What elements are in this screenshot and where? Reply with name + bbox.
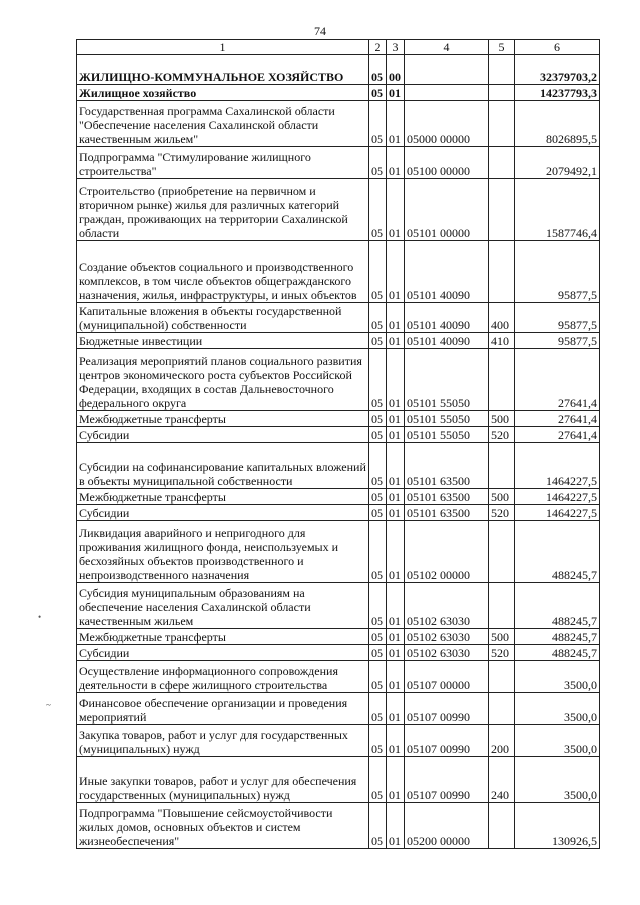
subsection-code-cell: 01: [387, 629, 405, 645]
row-name-cell: Иные закупки товаров, работ и услуг для обеспечения государственных (муниципальных) нужд: [77, 757, 369, 803]
section-code-cell: 05: [369, 757, 387, 803]
column-header-5: 5: [489, 40, 515, 55]
expense-type-code-cell: [489, 241, 515, 303]
amount-cell: 95877,5: [515, 333, 600, 349]
table-row: [77, 101, 600, 147]
target-article-code-cell: 05102 00000: [405, 521, 489, 583]
section-code-cell: 05: [369, 629, 387, 645]
table-row: [77, 179, 600, 241]
table-row: [77, 349, 600, 411]
amount-cell: 3500,0: [515, 661, 600, 693]
row-name-cell: Субсидии: [77, 427, 369, 443]
target-article-code-cell: 05101 40090: [405, 241, 489, 303]
amount-cell: 32379703,2: [515, 55, 600, 85]
table-row: [77, 803, 600, 849]
expense-type-code-cell: [489, 583, 515, 629]
expense-type-code-cell: [489, 55, 515, 85]
amount-cell: 488245,7: [515, 521, 600, 583]
target-article-code-cell: 05101 63500: [405, 505, 489, 521]
row-name-cell: Субсидии: [77, 645, 369, 661]
subsection-code-cell: 01: [387, 757, 405, 803]
expense-type-code-cell: [489, 349, 515, 411]
expense-type-code-cell: [489, 147, 515, 179]
subsection-code-cell: 01: [387, 147, 405, 179]
table-row: [77, 411, 600, 427]
table-row: [77, 85, 600, 101]
expense-type-code-cell: 400: [489, 303, 515, 333]
target-article-code-cell: 05101 55050: [405, 349, 489, 411]
subsection-code-cell: 01: [387, 85, 405, 101]
table-row: [77, 489, 600, 505]
target-article-code-cell: 05107 00000: [405, 661, 489, 693]
target-article-code-cell: 05101 55050: [405, 427, 489, 443]
expense-type-code-cell: 410: [489, 333, 515, 349]
section-code-cell: 05: [369, 55, 387, 85]
expense-type-code-cell: 520: [489, 427, 515, 443]
table-row: [77, 725, 600, 757]
amount-cell: 27641,4: [515, 349, 600, 411]
row-name-cell: Субсидии: [77, 505, 369, 521]
subsection-code-cell: 01: [387, 645, 405, 661]
section-code-cell: 05: [369, 661, 387, 693]
expense-type-code-cell: 520: [489, 645, 515, 661]
table-row: [77, 661, 600, 693]
expense-type-code-cell: [489, 85, 515, 101]
section-code-cell: 05: [369, 349, 387, 411]
expense-type-code-cell: 240: [489, 757, 515, 803]
table-row: [77, 583, 600, 629]
target-article-code-cell: 05101 55050: [405, 411, 489, 427]
subsection-code-cell: 01: [387, 489, 405, 505]
section-code-cell: 05: [369, 693, 387, 725]
column-number-header-row: [77, 40, 600, 55]
expense-type-code-cell: 500: [489, 411, 515, 427]
target-article-code-cell: 05102 63030: [405, 645, 489, 661]
amount-cell: 488245,7: [515, 629, 600, 645]
subsection-code-cell: 01: [387, 443, 405, 489]
amount-cell: 8026895,5: [515, 101, 600, 147]
target-article-code-cell: 05107 00990: [405, 693, 489, 725]
expense-type-code-cell: 200: [489, 725, 515, 757]
section-code-cell: 05: [369, 803, 387, 849]
row-name-cell: Государственная программа Сахалинской области "Обеспечение населения Сахалинской области качественным жильем": [77, 101, 369, 147]
subsection-code-cell: 01: [387, 661, 405, 693]
amount-cell: 27641,4: [515, 427, 600, 443]
expense-type-code-cell: 500: [489, 489, 515, 505]
target-article-code-cell: 05102 63030: [405, 583, 489, 629]
row-name-cell: Бюджетные инвестиции: [77, 333, 369, 349]
expense-type-code-cell: 500: [489, 629, 515, 645]
table-row: [77, 303, 600, 333]
subsection-code-cell: 00: [387, 55, 405, 85]
section-code-cell: 05: [369, 725, 387, 757]
row-name-cell: Подпрограмма "Повышение сейсмоустойчивости жилых домов, основных объектов и систем жизнеобеспечения": [77, 803, 369, 849]
expense-type-code-cell: [489, 693, 515, 725]
section-code-cell: 05: [369, 147, 387, 179]
target-article-code-cell: 05107 00990: [405, 725, 489, 757]
column-header-6: 6: [515, 40, 600, 55]
row-name-cell: Финансовое обеспечение организации и проведения мероприятий: [77, 693, 369, 725]
row-name-cell: Межбюджетные трансферты: [77, 411, 369, 427]
column-header-3: 3: [387, 40, 405, 55]
section-code-cell: 05: [369, 411, 387, 427]
table-row: [77, 55, 600, 85]
amount-cell: 3500,0: [515, 757, 600, 803]
scan-artifact-mark: ~: [46, 700, 51, 710]
section-code-cell: 05: [369, 179, 387, 241]
row-name-cell: Реализация мероприятий планов социального развития центров экономического роста субъектов Российской Федерации, входящих в состав Дальневосточного федерального округа: [77, 349, 369, 411]
page-number: 74: [314, 24, 326, 38]
section-code-cell: 05: [369, 505, 387, 521]
target-article-code-cell: 05107 00990: [405, 757, 489, 803]
row-name-cell: Строительство (приобретение на первичном и вторичном рынке) жилья для различных категорий граждан, проживающих на территории Сахалинской области: [77, 179, 369, 241]
section-code-cell: 05: [369, 427, 387, 443]
amount-cell: 3500,0: [515, 693, 600, 725]
subsection-code-cell: 01: [387, 101, 405, 147]
row-name-cell: Жилищное хозяйство: [77, 85, 369, 101]
section-code-cell: 05: [369, 645, 387, 661]
table-row: [77, 693, 600, 725]
target-article-code-cell: 05000 00000: [405, 101, 489, 147]
expense-type-code-cell: [489, 521, 515, 583]
table-row: [77, 645, 600, 661]
subsection-code-cell: 01: [387, 505, 405, 521]
section-code-cell: 05: [369, 101, 387, 147]
subsection-code-cell: 01: [387, 349, 405, 411]
row-name-cell: Субсидии на софинансирование капитальных вложений в объекты муниципальной собственности: [77, 443, 369, 489]
table-row: [77, 505, 600, 521]
subsection-code-cell: 01: [387, 241, 405, 303]
target-article-code-cell: 05100 00000: [405, 147, 489, 179]
row-name-cell: Подпрограмма "Стимулирование жилищного строительства": [77, 147, 369, 179]
table-row: [77, 427, 600, 443]
section-code-cell: 05: [369, 521, 387, 583]
subsection-code-cell: 01: [387, 583, 405, 629]
row-name-cell: Закупка товаров, работ и услуг для государственных (муниципальных) нужд: [77, 725, 369, 757]
section-code-cell: 05: [369, 303, 387, 333]
amount-cell: 488245,7: [515, 645, 600, 661]
table-row: [77, 147, 600, 179]
row-name-cell: Осуществление информационного сопровождения деятельности в сфере жилищного строительства: [77, 661, 369, 693]
section-code-cell: 05: [369, 85, 387, 101]
amount-cell: 2079492,1: [515, 147, 600, 179]
column-header-2: 2: [369, 40, 387, 55]
amount-cell: 1464227,5: [515, 505, 600, 521]
column-header-1: 1: [77, 40, 369, 55]
amount-cell: 1587746,4: [515, 179, 600, 241]
row-name-cell: ЖИЛИЩНО-КОММУНАЛЬНОЕ ХОЗЯЙСТВО: [77, 55, 369, 85]
target-article-code-cell: 05101 40090: [405, 303, 489, 333]
section-code-cell: 05: [369, 241, 387, 303]
target-article-code-cell: 05200 00000: [405, 803, 489, 849]
amount-cell: 95877,5: [515, 241, 600, 303]
budget-table: [76, 39, 600, 849]
expense-type-code-cell: [489, 179, 515, 241]
target-article-code-cell: [405, 55, 489, 85]
section-code-cell: 05: [369, 583, 387, 629]
amount-cell: 27641,4: [515, 411, 600, 427]
amount-cell: 14237793,3: [515, 85, 600, 101]
table-row: [77, 521, 600, 583]
expense-type-code-cell: 520: [489, 505, 515, 521]
scan-artifact-mark: •: [38, 612, 42, 622]
subsection-code-cell: 01: [387, 521, 405, 583]
row-name-cell: Межбюджетные трансферты: [77, 629, 369, 645]
target-article-code-cell: 05102 63030: [405, 629, 489, 645]
table-row: [77, 757, 600, 803]
amount-cell: 1464227,5: [515, 443, 600, 489]
amount-cell: 1464227,5: [515, 489, 600, 505]
section-code-cell: 05: [369, 489, 387, 505]
subsection-code-cell: 01: [387, 411, 405, 427]
subsection-code-cell: 01: [387, 179, 405, 241]
column-header-4: 4: [405, 40, 489, 55]
section-code-cell: 05: [369, 333, 387, 349]
target-article-code-cell: [405, 85, 489, 101]
expense-type-code-cell: [489, 101, 515, 147]
subsection-code-cell: 01: [387, 303, 405, 333]
subsection-code-cell: 01: [387, 333, 405, 349]
row-name-cell: Субсидия муниципальным образованиям на обеспечение населения Сахалинской области качественным жильем: [77, 583, 369, 629]
subsection-code-cell: 01: [387, 803, 405, 849]
amount-cell: 488245,7: [515, 583, 600, 629]
expense-type-code-cell: [489, 661, 515, 693]
subsection-code-cell: 01: [387, 693, 405, 725]
row-name-cell: Межбюджетные трансферты: [77, 489, 369, 505]
amount-cell: 95877,5: [515, 303, 600, 333]
expense-type-code-cell: [489, 443, 515, 489]
table-row: [77, 443, 600, 489]
row-name-cell: Создание объектов социального и производственного комплексов, в том числе объектов общегражданского назначения, жилья, инфраструктуры, и иных объектов: [77, 241, 369, 303]
target-article-code-cell: 05101 63500: [405, 489, 489, 505]
target-article-code-cell: 05101 00000: [405, 179, 489, 241]
amount-cell: 3500,0: [515, 725, 600, 757]
table-row: [77, 629, 600, 645]
target-article-code-cell: 05101 63500: [405, 443, 489, 489]
row-name-cell: Капитальные вложения в объекты государственной (муниципальной) собственности: [77, 303, 369, 333]
subsection-code-cell: 01: [387, 427, 405, 443]
row-name-cell: Ликвидация аварийного и непригодного для проживания жилищного фонда, неиспользуемых и бесхозяйных объектов производственного и непроизводственного назначения: [77, 521, 369, 583]
table-row: [77, 241, 600, 303]
target-article-code-cell: 05101 40090: [405, 333, 489, 349]
table-row: [77, 333, 600, 349]
amount-cell: 130926,5: [515, 803, 600, 849]
expense-type-code-cell: [489, 803, 515, 849]
section-code-cell: 05: [369, 443, 387, 489]
subsection-code-cell: 01: [387, 725, 405, 757]
